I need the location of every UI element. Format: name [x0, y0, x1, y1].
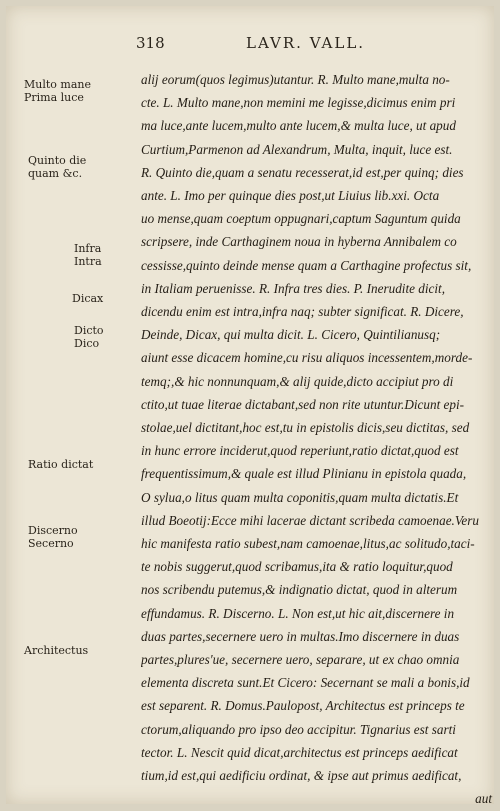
text-line: illud Boeotij:Ecce mihi lacerae dictant scribeda camoenae.Veru: [141, 512, 480, 528]
text-line: partes,plures'ue, secernere uero, separare, ut ex chao omnia: [141, 652, 460, 668]
margin-note-line: Infra: [74, 242, 102, 255]
text-line: elementa discreta sunt.Et Cicero: Secernant se mali a bonis,id: [141, 675, 470, 691]
text-line: frequentissimum,& quale est illud Plinianu in epistola quada,: [141, 466, 467, 482]
text-line: scripsere, inde Carthaginem noua in hyberna Annibalem co: [141, 234, 457, 250]
margin-note-line: Architectus: [24, 644, 89, 657]
text-line: est separent. R. Domus.Paulopost, Architectus est princeps te: [141, 698, 465, 714]
text-line: aiunt esse dicacem homine,cu risu aliquos incessentem,morde-: [141, 350, 473, 366]
text-line: tium,id est,qui aedificiu ordinat, & ipse aut primus aedificat,: [141, 768, 462, 784]
text-line: in Italiam peruenisse. R. Infra tres dies. P. Inerudite dicit,: [141, 280, 446, 296]
page-number: 318: [136, 34, 165, 52]
margin-note-discerno: [28, 524, 138, 550]
text-line: dicendu enim est intra,infra naq; subter significat. R. Dicere,: [141, 304, 464, 320]
text-line: effundamus. R. Discerno. L. Non est,ut hic ait,discernere in: [141, 605, 455, 621]
text-line: duas partes,secernere uero in multas.Imo discernere in duas: [141, 628, 460, 644]
margin-note-line: Secerno: [28, 537, 74, 550]
margin-note-line: Intra: [74, 255, 102, 268]
margin-note-ratio-dictat: [28, 458, 138, 471]
text-line: Deinde, Dicax, qui multa dicit. L. Cicero, Quintilianusq;: [141, 327, 441, 343]
text-line: nos scribendu putemus,& indignatio dictat, quod in alterum: [141, 582, 458, 598]
text-line: hic manifesta ratio subest,nam camoenae,litus,ac solitudo,taci-: [141, 536, 475, 552]
margin-note-architectus: [24, 644, 134, 657]
text-line: cte. L. Multo mane,non memini me legisse,dicimus enim pri: [141, 95, 456, 111]
text-line: uo mense,quam coeptum oppugnari,captum Saguntum quida: [141, 211, 461, 227]
text-line: stolae,uel dictitant,hoc est,tu in epistolis dicis,seu dictitas, sed: [141, 420, 470, 436]
book-page: [6, 6, 494, 807]
margin-note-line: Quinto die: [28, 154, 87, 167]
margin-notes: [6, 6, 136, 804]
margin-note-line: Discerno: [28, 524, 78, 537]
text-line: ctorum,aliquando pro ipso deo accipitur. Tignarius est sarti: [141, 721, 456, 737]
text-line: alij eorum(quos legimus)utantur. R. Multo mane,multa no-: [141, 72, 450, 87]
body-text: [141, 68, 496, 811]
text-line: tector. L. Nescit quid dicat,architectus est princeps aedificat: [141, 744, 458, 760]
text-line: R. Quinto die,quam a senatu recesserat,id est,per quinq; dies: [141, 164, 464, 180]
margin-note-multo-mane: [24, 78, 134, 104]
text-line: Curtium,Parmenon ad Alexandrum, Multa, inquit, luce est.: [141, 141, 453, 157]
text-line: ctito,ut tuae literae dictabant,sed non rite utuntur.Dicunt epi-: [141, 396, 465, 412]
text-line: cessisse,quinto deinde mense quam a Carthagine profectus sit,: [141, 257, 472, 273]
margin-note-line: Dicax: [72, 292, 104, 305]
text-line: te nobis suggerut,quod scribamus,ita & ratio loquitur,quod: [141, 559, 453, 575]
margin-note-line: Multo mane: [24, 78, 91, 91]
margin-note-line: Dico: [74, 337, 100, 350]
text-line: temq;,& hic nonnunquam,& alij quide,dicto accipiut pro di: [141, 373, 454, 389]
text-line: ma luce,ante lucem,multo ante lucem,& multa luce, ut apud: [141, 118, 456, 134]
text-line: O sylua,o litus quam multa coponitis,quam multa dictatis.Et: [141, 489, 459, 505]
text-line: ante. L. Imo per quinque dies post,ut Liuius lib.xxi. Octa: [141, 188, 440, 204]
margin-note-line: Ratio dictat: [28, 458, 94, 471]
margin-note-line: quam &c.: [28, 167, 83, 180]
catchword: aut: [475, 791, 492, 807]
margin-note-line: Prima luce: [24, 91, 84, 104]
text-line: in hunc errore inciderut,quod reperiunt,ratio dictat,quod est: [141, 443, 459, 459]
margin-note-line: Dicto: [74, 324, 104, 337]
margin-note-quinto-die: [28, 154, 138, 180]
running-title: LAVR. VALL.: [246, 34, 366, 52]
